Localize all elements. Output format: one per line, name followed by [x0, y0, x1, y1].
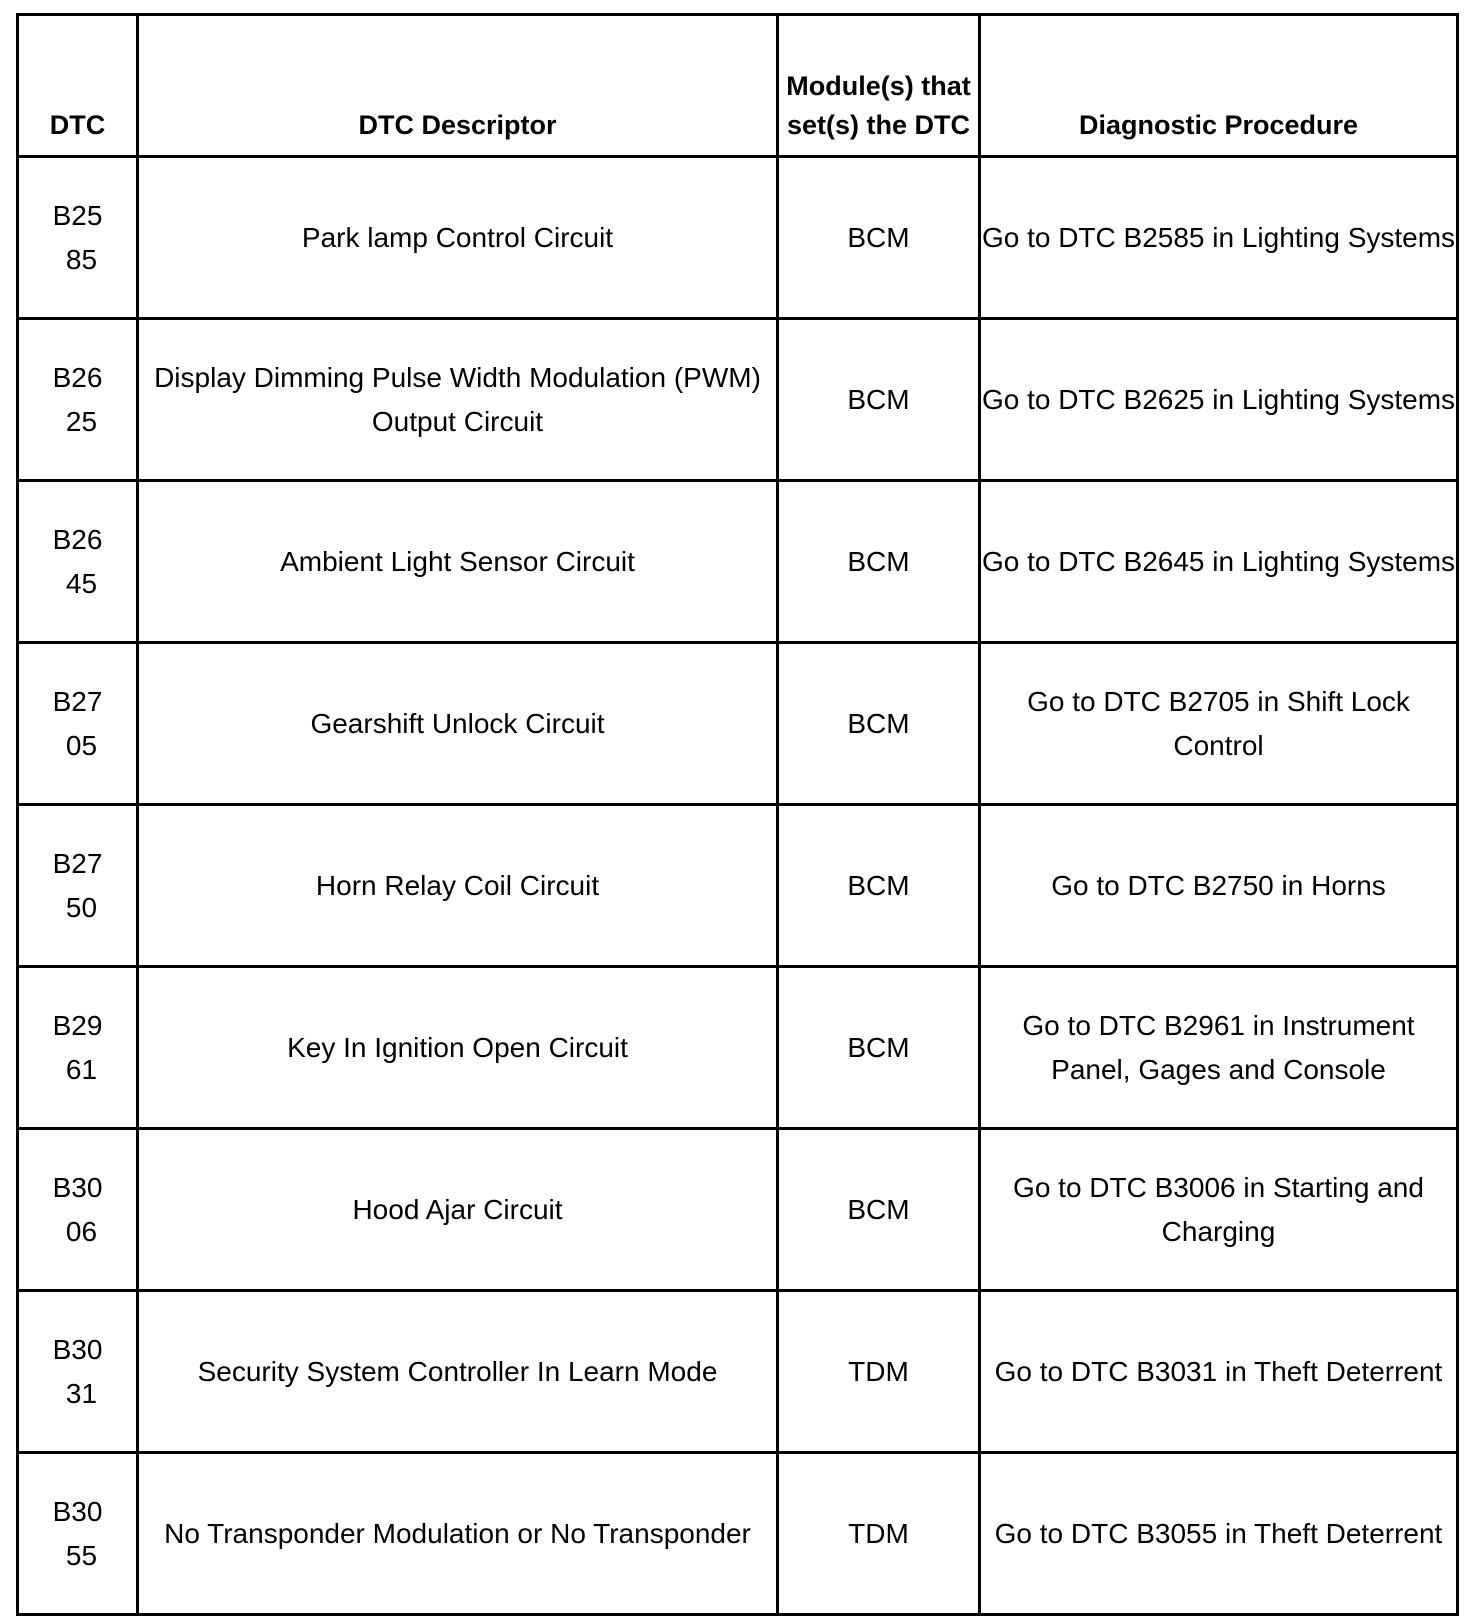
- table-row: [18, 805, 1458, 967]
- table-row: [18, 157, 1458, 319]
- table-row: [18, 1453, 1458, 1615]
- dtc-code-cell: [18, 643, 138, 805]
- procedure-cell: Go to DTC B2585 in Lighting Systems: [980, 157, 1458, 319]
- table-row: [18, 1129, 1458, 1291]
- dtc-code-part1: B30: [52, 1333, 103, 1365]
- procedure-cell: Go to DTC B2750 in Horns: [980, 805, 1458, 967]
- dtc-code-part2: 45: [65, 567, 98, 599]
- module-cell: BCM: [778, 967, 980, 1129]
- dtc-code-part2: 31: [65, 1377, 98, 1409]
- module-cell: BCM: [778, 1129, 980, 1291]
- dtc-descriptor-cell: No Transponder Modulation or No Transponder: [138, 1453, 778, 1615]
- dtc-code-part2: 05: [65, 729, 98, 761]
- dtc-code-part1: B26: [52, 523, 103, 555]
- dtc-code-part2: 25: [65, 405, 98, 437]
- procedure-cell: Go to DTC B2645 in Lighting Systems: [980, 481, 1458, 643]
- dtc-descriptor-cell: Ambient Light Sensor Circuit: [138, 481, 778, 643]
- dtc-code-cell: [18, 805, 138, 967]
- module-cell: TDM: [778, 1291, 980, 1453]
- dtc-code-part2: 55: [65, 1539, 98, 1571]
- procedure-cell: Go to DTC B2625 in Lighting Systems: [980, 319, 1458, 481]
- dtc-code-part1: B27: [52, 847, 103, 879]
- table-row: [18, 1291, 1458, 1453]
- procedure-cell: Go to DTC B2961 in Instrument Panel, Gages and Console: [980, 967, 1458, 1129]
- dtc-code-cell: [18, 967, 138, 1129]
- dtc-descriptor-cell: Park lamp Control Circuit: [138, 157, 778, 319]
- dtc-code-part1: B27: [52, 685, 103, 717]
- dtc-descriptor-cell: Key In Ignition Open Circuit: [138, 967, 778, 1129]
- dtc-table: [16, 13, 1459, 1616]
- dtc-code-cell: [18, 319, 138, 481]
- dtc-code-part2: 06: [65, 1215, 98, 1247]
- table-row: [18, 481, 1458, 643]
- dtc-code-cell: [18, 1129, 138, 1291]
- dtc-code-part2: 61: [65, 1053, 98, 1085]
- table-row: [18, 643, 1458, 805]
- dtc-descriptor-cell: Horn Relay Coil Circuit: [138, 805, 778, 967]
- dtc-code-part1: B25: [52, 199, 103, 231]
- dtc-code-cell: [18, 1453, 138, 1615]
- header-descriptor: DTC Descriptor: [138, 15, 778, 157]
- dtc-descriptor-cell: Display Dimming Pulse Width Modulation (PWM) Output Circuit: [138, 319, 778, 481]
- dtc-code-part1: B30: [52, 1171, 103, 1203]
- table-row: [18, 319, 1458, 481]
- module-cell: BCM: [778, 319, 980, 481]
- module-cell: BCM: [778, 805, 980, 967]
- header-row: [18, 15, 1458, 157]
- dtc-code-part1: B30: [52, 1495, 103, 1527]
- module-cell: TDM: [778, 1453, 980, 1615]
- dtc-code-cell: [18, 481, 138, 643]
- dtc-code-cell: [18, 157, 138, 319]
- dtc-code-part2: 85: [65, 243, 98, 275]
- dtc-descriptor-cell: Security System Controller In Learn Mode: [138, 1291, 778, 1453]
- module-cell: BCM: [778, 157, 980, 319]
- header-module: Module(s) that set(s) the DTC: [778, 15, 980, 157]
- procedure-cell: Go to DTC B2705 in Shift Lock Control: [980, 643, 1458, 805]
- dtc-code-part1: B26: [52, 361, 103, 393]
- procedure-cell: Go to DTC B3055 in Theft Deterrent: [980, 1453, 1458, 1615]
- table-row: [18, 967, 1458, 1129]
- dtc-code-part2: 50: [65, 891, 98, 923]
- dtc-code-part1: B29: [52, 1009, 103, 1041]
- procedure-cell: Go to DTC B3031 in Theft Deterrent: [980, 1291, 1458, 1453]
- procedure-cell: Go to DTC B3006 in Starting and Charging: [980, 1129, 1458, 1291]
- dtc-code-cell: [18, 1291, 138, 1453]
- dtc-descriptor-cell: Hood Ajar Circuit: [138, 1129, 778, 1291]
- header-dtc: DTC: [18, 15, 138, 157]
- header-procedure: Diagnostic Procedure: [980, 15, 1458, 157]
- module-cell: BCM: [778, 481, 980, 643]
- module-cell: BCM: [778, 643, 980, 805]
- dtc-descriptor-cell: Gearshift Unlock Circuit: [138, 643, 778, 805]
